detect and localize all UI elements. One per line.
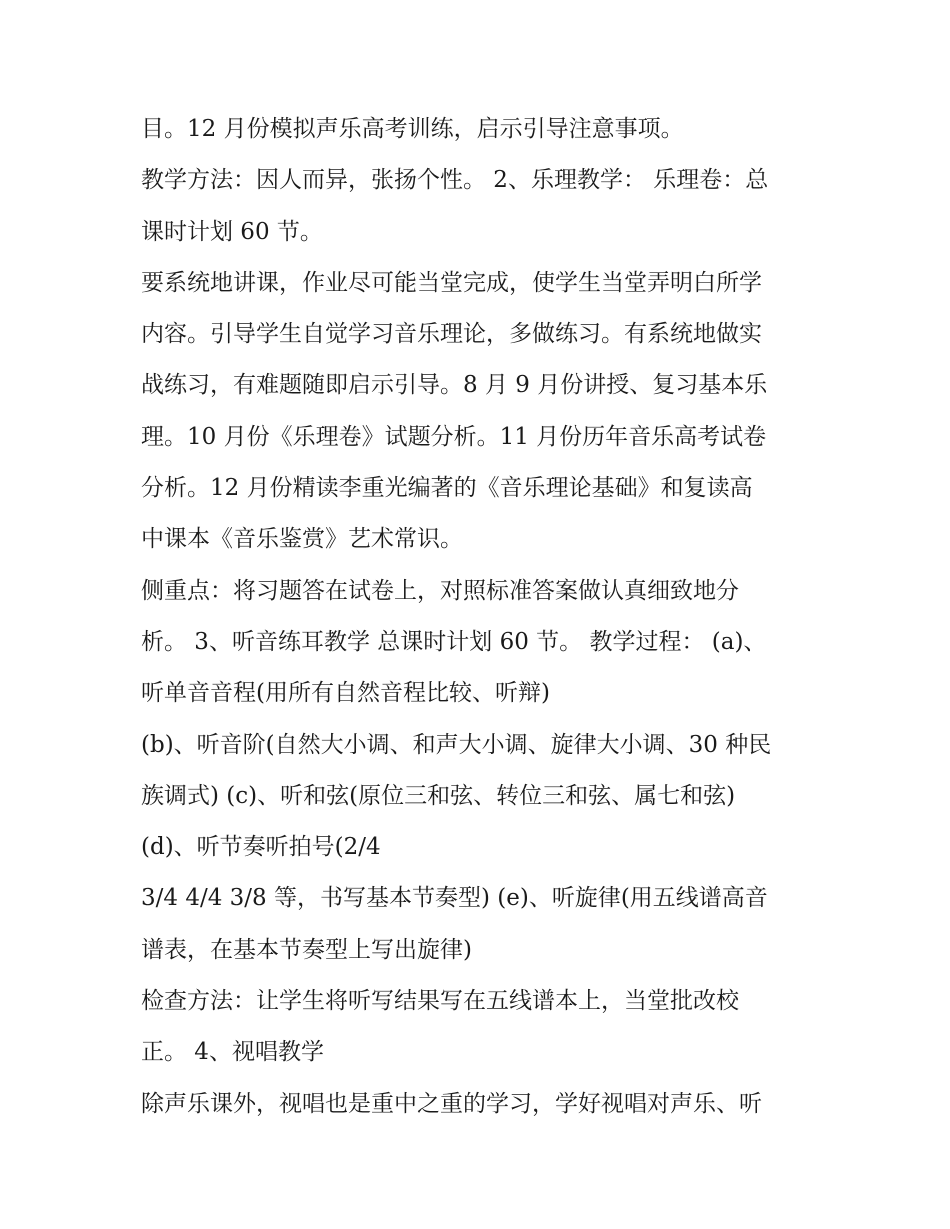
text-line: 族调式) (c)、听和弦(原位三和弦、转位三和弦、属七和弦) [141,782,736,809]
text-line: 内容。引导学生自觉学习音乐理论，多做练习。有系统地做实 [141,321,762,348]
text-line: 谱表，在基本节奏型上写出旋律) [141,936,472,963]
text-line: 要系统地讲课，作业尽可能当堂完成，使学生当堂弄明白所学 [141,269,762,296]
text-line: 侧重点：将习题答在试卷上，对照标准答案做认真细致地分 [141,577,739,604]
text-line: 教学方法：因人而异，张扬个性。 2、乐理教学： 乐理卷：总 [141,167,769,194]
document-body [141,104,821,1130]
text-line: 理。10 月份《乐理卷》试题分析。11 月份历年音乐高考试卷 [141,423,767,450]
text-line: (b)、听音阶(自然大小调、和声大小调、旋律大小调、30 种民 [141,731,772,758]
text-line: 3/4 4/4 3/8 等，书写基本节奏型) (e)、听旋律(用五线谱高音 [141,885,768,912]
text-line: 除声乐课外，视唱也是重中之重的学习，学好视唱对声乐、听 [141,1090,762,1117]
text-line: 听单音音程(用所有自然音程比较、听辩) [141,680,550,707]
text-line: 战练习，有难题随即启示引导。8 月 9 月份讲授、复习基本乐 [141,372,768,399]
text-line: 析。 3、听音练耳教学 总课时计划 60 节。 教学过程： (a)、 [141,628,767,655]
text-line: 中课本《音乐鉴赏》艺术常识。 [141,526,463,553]
text-line: 检查方法：让学生将听写结果写在五线谱本上，当堂批改校 [141,988,739,1015]
text-line: (d)、听节奏听拍号(2/4 [141,834,381,861]
text-line: 课时计划 60 节。 [141,218,323,245]
text-line: 分析。12 月份精读李重光编著的《音乐理论基础》和复读高 [141,475,753,502]
text-line: 目。12 月份模拟声乐高考训练，启示引导注意事项。 [141,116,684,142]
text-line: 正。 4、视唱教学 [141,1039,324,1066]
